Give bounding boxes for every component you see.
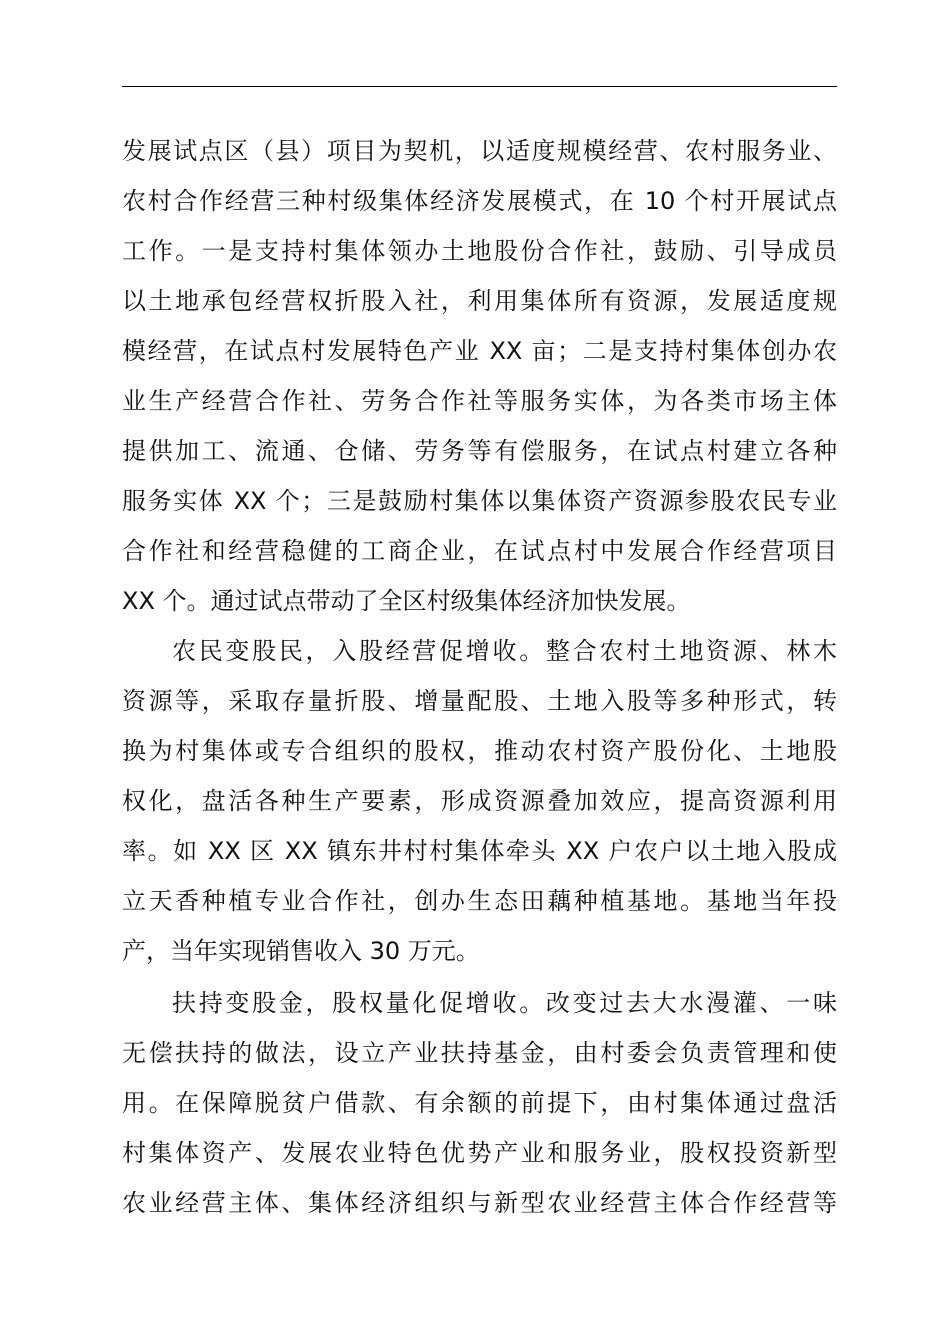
text-line: 无偿扶持的做法，设立产业扶持基金，由村委会负责管理和使	[122, 1039, 837, 1067]
text-line: 工作。一是支持村集体领办土地股份合作社，鼓励、引导成员	[122, 237, 837, 265]
text-line: 业生产经营合作社、劳务合作社等服务实体，为各类市场主体	[122, 387, 837, 415]
text-line: 提供加工、流通、仓储、劳务等有偿服务，在试点村建立各种	[122, 437, 837, 465]
text-line: 用。在保障脱贫户借款、有余额的前提下，由村集体通过盘活	[122, 1089, 837, 1117]
text-line: XX 个。通过试点带动了全区村级集体经济加快发展。	[122, 587, 691, 615]
text-line: 产，当年实现销售收入 30 万元。	[122, 937, 480, 965]
text-line: 以土地承包经营权折股入社，利用集体所有资源，发展适度规	[122, 287, 837, 315]
text-line: 服务实体 XX 个；三是鼓励村集体以集体资产资源参股农民专业	[122, 487, 837, 515]
text-line: 立天香种植专业合作社，创办生态田藕种植基地。基地当年投	[122, 887, 837, 915]
text-line: 换为村集体或专合组织的股权，推动农村资产股份化、土地股	[122, 737, 837, 765]
text-line: 发展试点区（县）项目为契机，以适度规模经营、农村服务业、	[122, 137, 837, 165]
text-line: 农业经营主体、集体经济组织与新型农业经营主体合作经营等	[122, 1189, 837, 1217]
text-line: 合作社和经营稳健的工商企业，在试点村中发展合作经营项目	[122, 537, 837, 565]
text-line: 模经营，在试点村发展特色产业 XX 亩；二是支持村集体创办农	[122, 337, 837, 365]
text-line: 村集体资产、发展农业特色优势产业和服务业，股权投资新型	[122, 1139, 837, 1167]
text-line: 率。如 XX 区 XX 镇东井村村集体牵头 XX 户农户以土地入股成	[122, 837, 837, 865]
text-line: 资源等，采取存量折股、增量配股、土地入股等多种形式，转	[122, 687, 837, 715]
header-rule	[122, 86, 837, 87]
paragraph-first-line: 扶持变股金，股权量化促增收。改变过去大水漫灌、一味	[172, 989, 837, 1017]
text-line: 权化，盘活各种生产要素，形成资源叠加效应，提高资源利用	[122, 787, 837, 815]
text-line: 农村合作经营三种村级集体经济发展模式，在 10 个村开展试点	[122, 187, 837, 215]
paragraph-first-line: 农民变股民，入股经营促增收。整合农村土地资源、林木	[172, 637, 837, 665]
